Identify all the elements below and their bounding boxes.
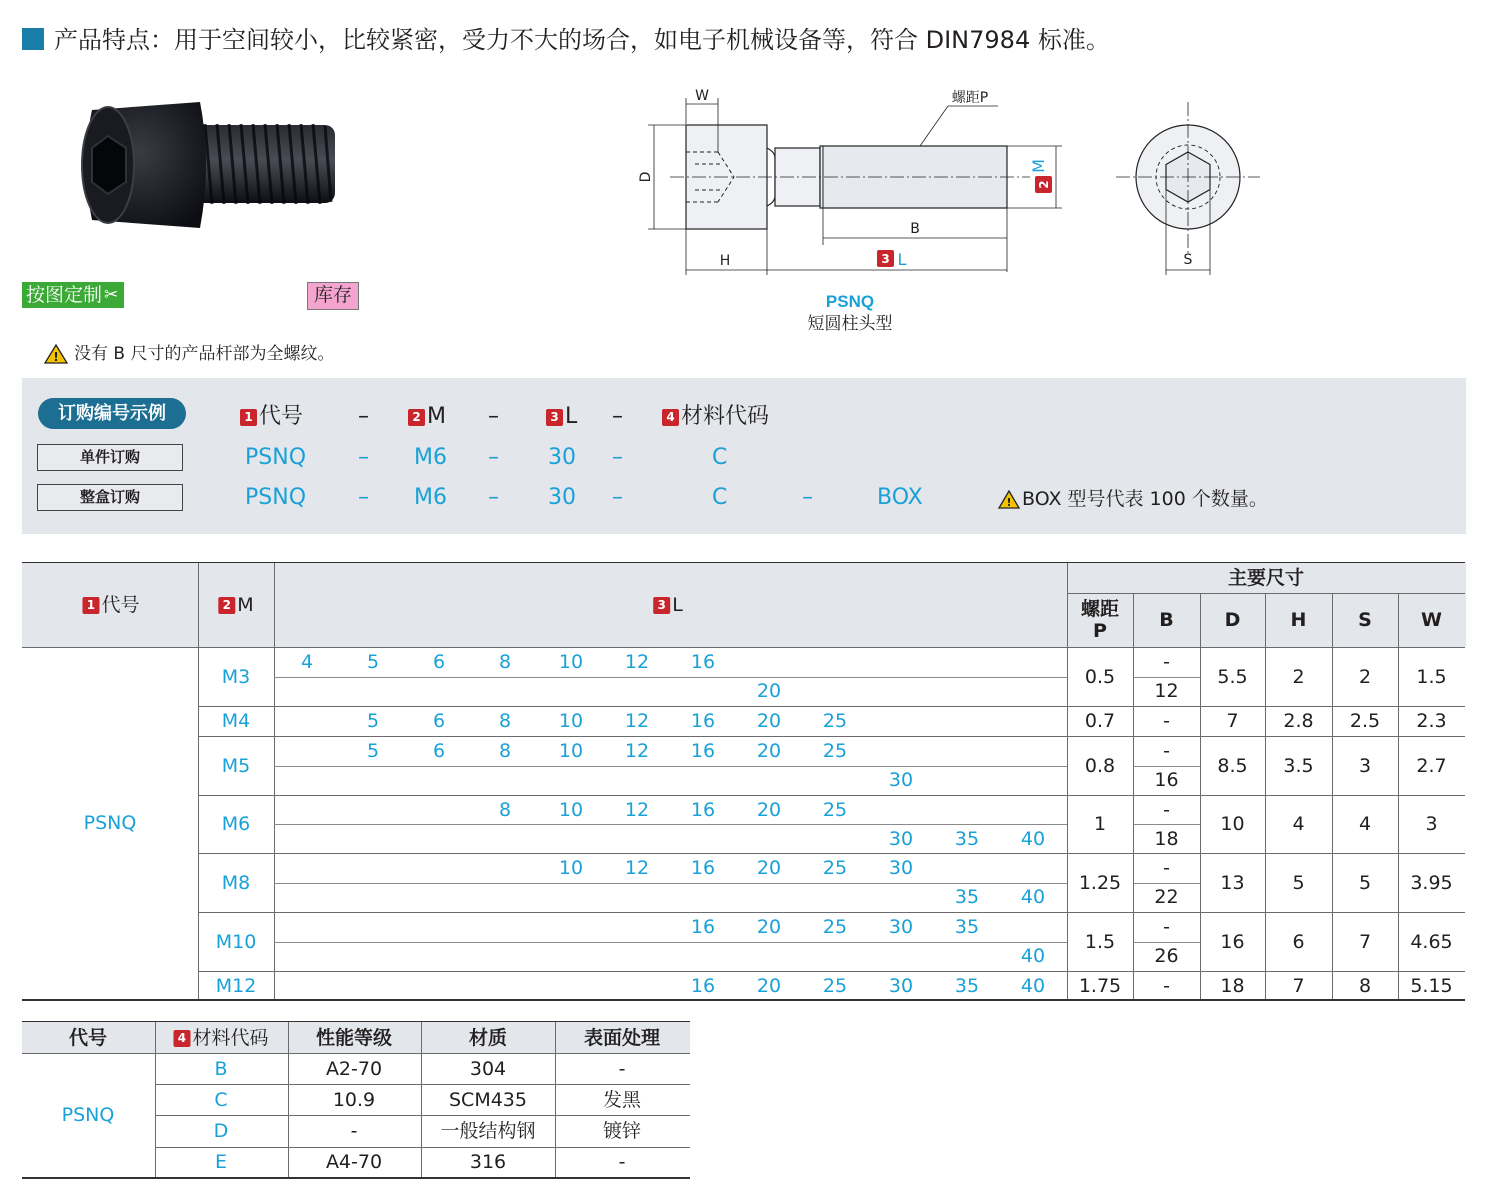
l-value: 8 (498, 650, 512, 673)
header-h: H (1290, 609, 1307, 631)
table-rule (1067, 563, 1068, 1000)
order-example-title: 订购编号示例 (38, 398, 186, 429)
diagram-code: PSNQ (825, 292, 875, 311)
l-value: 25 (822, 856, 848, 879)
l-value: 16 (690, 915, 716, 938)
w-cell: 2.3 (1416, 710, 1447, 732)
w-cell: 2.7 (1416, 754, 1447, 777)
custom-order-label: 按图定制 (26, 284, 103, 306)
l-value: 25 (822, 710, 848, 732)
dim-pitch-label: 螺距P (951, 90, 989, 106)
finish-value: - (618, 1151, 626, 1174)
box-note-text: BOX 型号代表 100 个数量。 (1022, 488, 1268, 510)
table-rule (198, 563, 199, 1000)
l-value: 30 (888, 915, 914, 938)
code-cell: PSNQ (83, 812, 137, 834)
table-rule (274, 563, 275, 1000)
header-pitch: 螺距 P (1080, 598, 1120, 642)
m-cell: M12 (215, 974, 257, 997)
l-value: 16 (690, 739, 716, 762)
order-dash: – (488, 485, 499, 510)
substance-value: 一般结构钢 (440, 1120, 536, 1142)
table-rule (1133, 824, 1200, 825)
order-dash: – (612, 404, 623, 429)
table-rule (1398, 594, 1399, 1000)
mat-header-material (173, 1026, 268, 1050)
dim-m-label: M (1029, 159, 1048, 173)
grade-value: A4-70 (325, 1151, 383, 1174)
mat-header-code: 代号 (68, 1027, 108, 1049)
grade-value: A2-70 (325, 1057, 383, 1080)
number-badge: 2 (218, 597, 235, 614)
svg-text:!: ! (53, 350, 59, 364)
l-value: 35 (954, 886, 980, 909)
l-value: 30 (888, 974, 914, 997)
table-rule (22, 1053, 690, 1054)
s-cell: 2.5 (1349, 710, 1381, 732)
header-m-text: M (237, 594, 254, 616)
l-value: 20 (756, 974, 782, 997)
pitch-cell: 1.5 (1084, 930, 1116, 953)
l-value: 10 (558, 798, 584, 821)
table-rule (274, 883, 1067, 884)
l-value: 40 (1020, 886, 1046, 909)
substance-value: 316 (469, 1151, 507, 1174)
table-rule (155, 1084, 690, 1085)
tool-icon: ✂ (104, 285, 119, 305)
table-rule (22, 1021, 690, 1022)
warning-icon (44, 344, 68, 364)
b-cell: - (1163, 798, 1170, 821)
order-dash: – (612, 485, 623, 510)
mat-code-value: D (213, 1120, 229, 1142)
mat-header-grade: 性能等级 (315, 1027, 393, 1049)
l-value: 10 (558, 856, 584, 879)
dim-b-label: B (910, 221, 920, 237)
table-rule (1332, 594, 1333, 1000)
order-header-material: 4 材料代码 (662, 402, 769, 432)
dim-d-label: D (638, 171, 654, 183)
diagram-name: 短圆柱头型 (807, 314, 893, 334)
order-dash: – (358, 445, 369, 470)
table-rule (22, 647, 1465, 648)
l-value: 20 (756, 798, 782, 821)
table-rule (1200, 594, 1201, 1000)
l-value: 5 (366, 739, 380, 762)
s-cell: 8 (1358, 974, 1372, 997)
l-value: 40 (1020, 945, 1046, 968)
warning-text: 没有 B 尺寸的产品杆部为全螺纹。 (74, 344, 335, 364)
l-value: 20 (756, 710, 782, 732)
single-l: 30 (548, 445, 576, 470)
pitch-cell: 1 (1093, 813, 1107, 835)
b-cell: - (1163, 974, 1170, 997)
badge-l-number: 3 (881, 252, 890, 266)
header-s: S (1358, 609, 1372, 631)
mat-header-substance: 材质 (468, 1027, 508, 1049)
d-cell: 10 (1220, 813, 1245, 835)
number-badge: 3 (653, 597, 670, 614)
m-cell: M6 (221, 813, 251, 835)
l-value: 8 (498, 798, 512, 821)
h-cell: 2.8 (1283, 710, 1314, 732)
l-value: 16 (690, 974, 716, 997)
grade-value: 10.9 (332, 1088, 376, 1111)
l-value: 6 (432, 710, 446, 732)
order-dash: – (488, 404, 499, 429)
b-cell: - (1163, 710, 1170, 732)
mat-code-value: B (214, 1057, 228, 1080)
pitch-cell: 0.8 (1084, 754, 1116, 777)
w-cell: 3.95 (1410, 871, 1453, 894)
table-rule (1133, 594, 1134, 1000)
table-rule (155, 1147, 690, 1148)
l-value: 12 (624, 710, 650, 732)
l-value: 12 (624, 798, 650, 821)
header-code (82, 593, 139, 617)
s-cell: 4 (1358, 813, 1372, 835)
table-rule (274, 766, 1067, 767)
table-rule (198, 971, 1465, 972)
order-header-l: 3 L (546, 402, 577, 432)
table-rule (198, 912, 1465, 913)
table-rule (198, 853, 1465, 854)
b-cell: - (1163, 739, 1170, 762)
table-rule (1133, 942, 1200, 943)
pitch-cell: 0.5 (1084, 665, 1116, 688)
l-value: 12 (624, 650, 650, 673)
l-value: 5 (366, 710, 380, 732)
l-value: 6 (432, 739, 446, 762)
l-value: 40 (1020, 974, 1046, 997)
d-cell: 16 (1220, 930, 1245, 953)
w-cell: 1.5 (1416, 665, 1447, 688)
header-w: W (1421, 609, 1442, 631)
table-rule (288, 1022, 289, 1178)
l-value: 4 (300, 650, 314, 673)
order-dash: – (358, 485, 369, 510)
l-value: 16 (690, 798, 716, 821)
l-value: 16 (690, 710, 716, 732)
table-rule (22, 562, 1465, 563)
l-value: 12 (624, 739, 650, 762)
full-thread-warning (44, 342, 334, 366)
grade-value: - (350, 1120, 358, 1142)
number-badge: 4 (173, 1030, 190, 1047)
box-order-label: 整盒订购 (37, 484, 183, 511)
svg-text:!: ! (1006, 495, 1012, 509)
box-l: 30 (548, 485, 576, 510)
feature-text: 产品特点：用于空间较小，比较紧密，受力不大的场合，如电子机械设备等，符合 DIN7984 标准。 (54, 26, 1110, 54)
l-value: 30 (888, 827, 914, 850)
l-value: 40 (1020, 827, 1046, 850)
d-cell: 8.5 (1217, 754, 1248, 777)
table-rule (274, 677, 1067, 678)
mat-code-value: C (214, 1088, 228, 1111)
single-code: PSNQ (245, 445, 307, 470)
l-value: 12 (624, 856, 650, 879)
table-rule (274, 942, 1067, 943)
number-badge: 1 (82, 597, 99, 614)
warning-icon (998, 490, 1020, 509)
m-cell: M10 (215, 930, 257, 953)
l-value: 16 (690, 650, 716, 673)
l-value: 25 (822, 798, 848, 821)
finish-value: - (618, 1057, 626, 1080)
b-cell: 26 (1154, 945, 1179, 968)
dim-w-label: W (695, 88, 709, 104)
h-cell: 7 (1292, 974, 1305, 997)
order-dash: – (802, 485, 813, 510)
s-cell: 7 (1358, 930, 1372, 953)
l-value: 20 (756, 915, 782, 938)
d-cell: 18 (1220, 974, 1245, 997)
l-value: 25 (822, 739, 848, 762)
finish-value: 镀锌 (602, 1120, 642, 1142)
l-value: 20 (756, 856, 782, 879)
l-value: 25 (822, 974, 848, 997)
h-cell: 2 (1292, 665, 1305, 688)
mat-code-cell: PSNQ (61, 1104, 115, 1126)
h-cell: 4 (1292, 813, 1305, 835)
l-value: 35 (954, 915, 980, 938)
dim-h-label: H (719, 253, 731, 269)
mat-code-value: E (214, 1151, 228, 1174)
table-rule (1133, 883, 1200, 884)
box-material: C (712, 485, 728, 510)
table-rule (1133, 766, 1200, 767)
l-value: 8 (498, 739, 512, 762)
b-cell: 22 (1154, 886, 1179, 909)
dim-l-label: L (897, 250, 907, 269)
table-rule (1133, 677, 1200, 678)
l-value: 10 (558, 739, 584, 762)
l-value: 8 (498, 710, 512, 732)
table-rule (421, 1022, 422, 1178)
table-bottom-rule (22, 1177, 690, 1179)
pitch-cell: 0.7 (1084, 710, 1116, 732)
technical-drawing (630, 80, 1270, 290)
order-dash: – (488, 445, 499, 470)
single-order-label: 单件订购 (37, 444, 183, 471)
substance-value: 304 (469, 1057, 507, 1080)
header-code-text: 代号 (101, 594, 140, 616)
d-cell: 5.5 (1217, 665, 1248, 688)
stock-tag[interactable]: 库存 (307, 282, 359, 310)
b-cell: - (1163, 856, 1170, 879)
header-d: D (1224, 609, 1241, 631)
l-value: 16 (690, 856, 716, 879)
table-rule (555, 1022, 556, 1178)
finish-value: 发黑 (602, 1088, 642, 1111)
table-rule (1265, 594, 1266, 1000)
single-material: C (712, 445, 728, 470)
h-cell: 5 (1292, 871, 1305, 894)
l-value: 30 (888, 769, 914, 792)
product-photo (70, 90, 350, 240)
l-value: 5 (366, 650, 380, 673)
l-value: 30 (888, 856, 914, 879)
mat-header-material-text: 材料代码 (192, 1027, 269, 1049)
custom-order-tag[interactable] (22, 282, 124, 308)
w-cell: 4.65 (1410, 930, 1453, 953)
order-header-code: 1 代号 (240, 402, 303, 432)
l-value: 20 (756, 739, 782, 762)
table-bottom-rule (22, 999, 1465, 1001)
order-dash: – (358, 404, 369, 429)
single-m: M6 (414, 445, 447, 470)
box-suffix: BOX (877, 485, 923, 510)
l-value: 35 (954, 827, 980, 850)
l-value: 35 (954, 974, 980, 997)
mat-header-finish: 表面处理 (583, 1027, 661, 1049)
photo-hex-socket (92, 136, 126, 194)
header-b: B (1159, 609, 1174, 631)
l-value: 10 (558, 710, 584, 732)
w-cell: 5.15 (1410, 974, 1453, 997)
header-m (218, 593, 253, 617)
b-cell: 16 (1154, 769, 1179, 792)
diagram-caption (760, 292, 940, 336)
m-cell: M4 (221, 710, 251, 732)
header-l (653, 593, 683, 617)
m-cell: M3 (221, 665, 251, 688)
table-rule (274, 824, 1067, 825)
d-cell: 7 (1226, 710, 1239, 732)
header-l-text: L (672, 594, 683, 616)
table-rule (198, 736, 1465, 737)
table-rule (155, 1022, 156, 1178)
box-note (998, 486, 1268, 512)
b-cell: - (1163, 650, 1170, 673)
table-rule (198, 795, 1465, 796)
table-rule (1067, 593, 1465, 594)
pitch-cell: 1.75 (1078, 974, 1122, 997)
d-cell: 13 (1220, 871, 1245, 894)
l-value: 25 (822, 915, 848, 938)
l-value: 10 (558, 650, 584, 673)
m-cell: M5 (221, 754, 251, 777)
feature-marker (22, 28, 44, 50)
b-cell: 12 (1154, 680, 1179, 703)
s-cell: 5 (1358, 871, 1372, 894)
b-cell: 18 (1154, 827, 1179, 850)
table-rule (198, 706, 1465, 707)
m-cell: M8 (221, 871, 251, 894)
b-cell: - (1163, 915, 1170, 938)
l-value: 6 (432, 650, 446, 673)
dim-s-label: S (1183, 252, 1193, 268)
order-dash: – (612, 445, 623, 470)
substance-value: SCM435 (449, 1088, 527, 1111)
badge-m-number: 2 (1037, 180, 1051, 189)
table-rule (155, 1115, 690, 1116)
w-cell: 3 (1425, 813, 1438, 835)
h-cell: 3.5 (1283, 754, 1314, 777)
pitch-cell: 1.25 (1078, 871, 1122, 894)
order-header-m: 2 M (408, 402, 446, 432)
box-code: PSNQ (245, 485, 307, 510)
box-m: M6 (414, 485, 447, 510)
h-cell: 6 (1292, 930, 1305, 953)
header-main-dimensions: 主要尺寸 (1227, 567, 1305, 589)
s-cell: 2 (1358, 665, 1372, 688)
l-value: 20 (756, 680, 782, 703)
s-cell: 3 (1358, 754, 1372, 777)
